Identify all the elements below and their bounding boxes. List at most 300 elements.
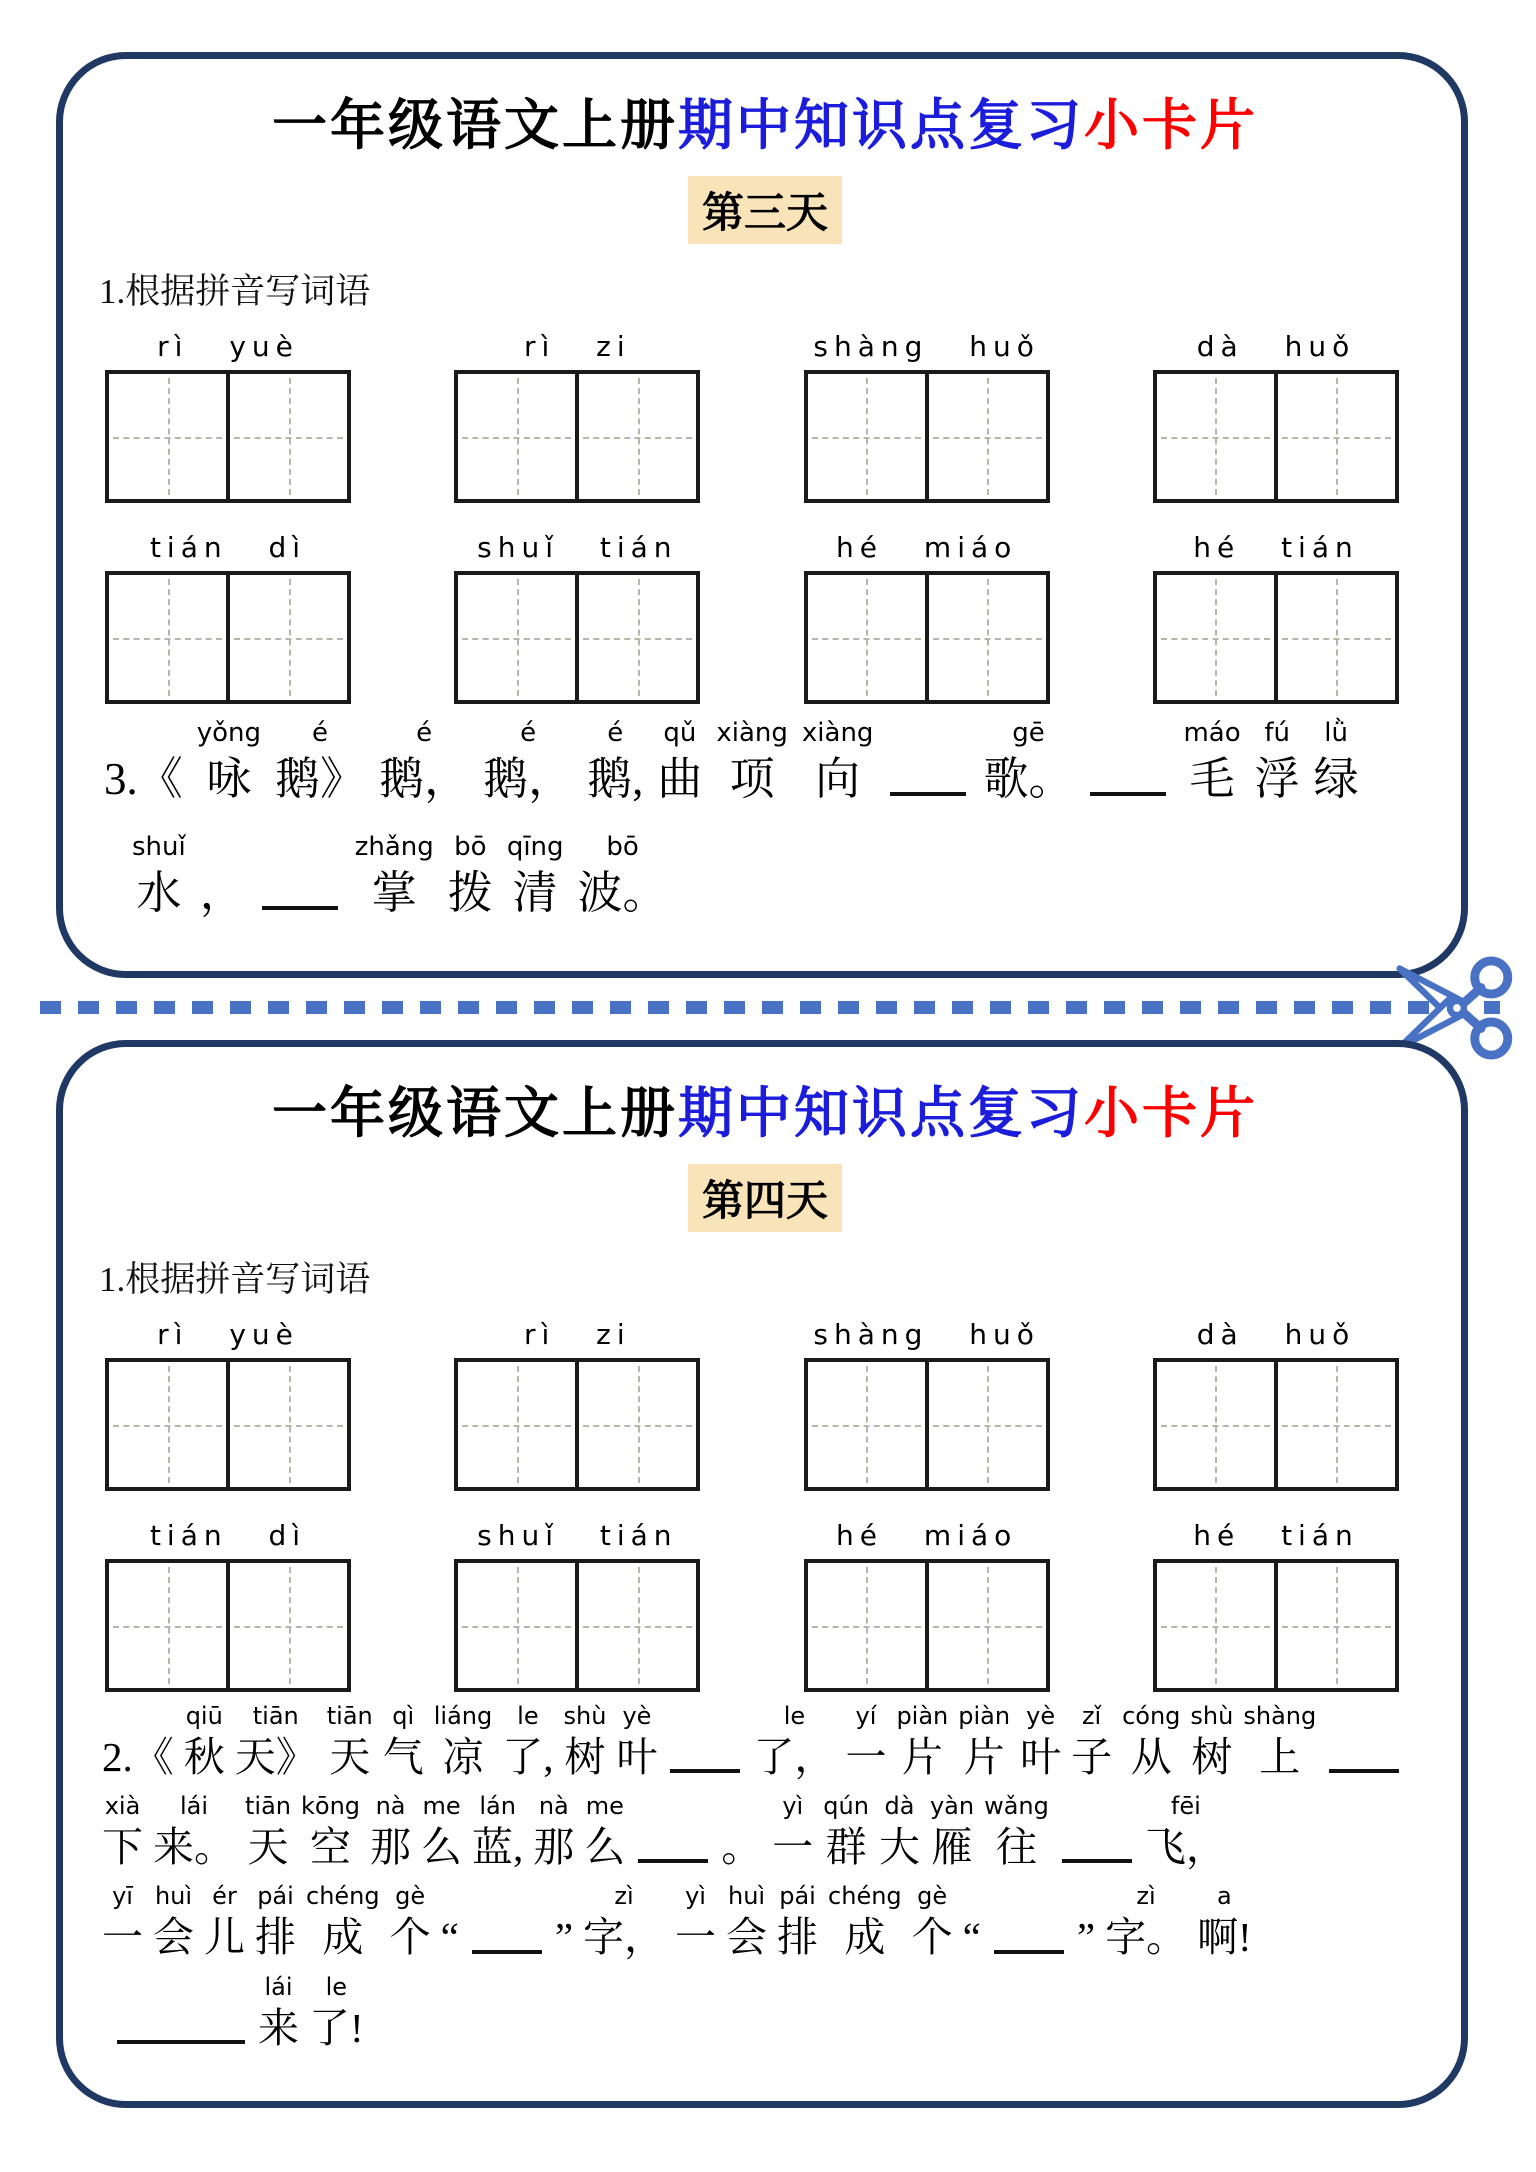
pinyin-annotation: yí — [855, 1702, 877, 1730]
pinyin-annotation: yì — [685, 1882, 706, 1911]
ruby-segment — [309, 1973, 364, 2053]
pinyin-annotation: a — [1217, 1882, 1232, 1911]
writing-box-pair — [105, 370, 351, 503]
word-group — [1153, 330, 1399, 503]
card-title — [97, 81, 1433, 160]
ruby-segment — [1105, 1882, 1187, 1962]
writing-cell — [226, 370, 351, 503]
cut-dashed-line — [40, 1001, 1500, 1014]
ruby-segment — [153, 1792, 235, 1872]
pinyin-annotation: gè — [395, 1882, 426, 1911]
hanzi-text: 排 — [777, 1914, 819, 1961]
pinyin-annotation: yǒng — [196, 718, 262, 748]
writing-cell — [226, 1559, 351, 1692]
hanzi-text: 一 — [102, 1914, 143, 1961]
hanzi-text: 那 — [370, 1824, 412, 1871]
section1-label: 1.根据拼音写词语 — [99, 272, 371, 311]
pinyin-annotation: le — [517, 1702, 539, 1730]
pinyin-annotation: zhǎng — [354, 832, 434, 862]
pinyin-annotation: dà — [884, 1792, 915, 1821]
writing-cell — [575, 370, 700, 503]
hanzi-text: 凉 — [442, 1734, 484, 1780]
pinyin-annotation: lǜ — [1324, 718, 1348, 748]
hanzi-text: 鹅， — [483, 754, 574, 804]
ruby-segment — [383, 1702, 424, 1782]
pinyin-annotation: wǎng — [984, 1792, 1049, 1821]
card-title — [97, 1069, 1433, 1148]
ruby-segment — [327, 1702, 373, 1782]
hanzi-text: 3.《 — [104, 754, 183, 804]
pinyin-annotation: nà — [375, 1792, 406, 1821]
pinyin-annotation: yī — [112, 1882, 133, 1911]
hanzi-text: 往 — [995, 1824, 1037, 1871]
hanzi-text: 了， — [753, 1734, 836, 1780]
writing-box-pair — [804, 1559, 1050, 1692]
pinyin-annotation: fēi — [1170, 1792, 1201, 1821]
pinyin-annotation: yàn — [929, 1792, 975, 1821]
pinyin-annotation: máo — [1183, 718, 1241, 748]
hanzi-text: 下 — [102, 1824, 143, 1871]
pinyin-annotation: lái — [179, 1792, 209, 1821]
hanzi-text: 浮 — [1254, 754, 1300, 804]
writing-cell — [1153, 1559, 1278, 1692]
fill-blank-line — [97, 1792, 1433, 1872]
word-group — [454, 1318, 700, 1491]
pinyin-annotation: lái — [264, 1972, 293, 2001]
hanzi-text: 气 — [382, 1734, 424, 1780]
writing-cell — [575, 1358, 700, 1491]
writing-cell — [454, 1559, 579, 1692]
pinyin-annotation: bō — [606, 832, 639, 862]
word-group — [454, 1519, 700, 1692]
hanzi-text: 天》 — [234, 1734, 317, 1780]
hanzi-text: 上 — [1259, 1734, 1301, 1780]
writing-box-pair — [454, 370, 700, 503]
hanzi-text: “ — [440, 1914, 459, 1961]
hanzi-text: 子 — [1071, 1734, 1113, 1780]
pinyin-annotation: xiàng — [801, 718, 874, 748]
writing-cell — [226, 1358, 351, 1491]
hanzi-text: ” — [1076, 1914, 1096, 1961]
writing-cell — [454, 370, 579, 503]
pinyin-word-row — [97, 330, 1433, 503]
ruby-segment — [963, 1882, 981, 1962]
blank-line — [262, 898, 338, 910]
ruby-segment — [1071, 1702, 1112, 1782]
pinyin-annotation: qiū — [185, 1702, 223, 1730]
hanzi-text: 排 — [255, 1914, 296, 1961]
writing-cell — [1153, 1358, 1278, 1491]
hanzi-text: 会 — [153, 1914, 194, 1961]
hanzi-text: 毛 — [1189, 754, 1235, 804]
pinyin-annotation: shù — [1190, 1702, 1234, 1730]
word-group — [1153, 1519, 1399, 1692]
word-group — [804, 1519, 1050, 1692]
pinyin-label: shuǐ tián — [477, 1519, 678, 1552]
pinyin-annotation: le — [325, 1972, 348, 2001]
hanzi-text: 从 — [1130, 1734, 1172, 1780]
writing-cell — [925, 1559, 1050, 1692]
hanzi-text: ” — [554, 1914, 574, 1961]
blank-line — [1329, 1761, 1399, 1773]
pinyin-annotation: bō — [454, 832, 487, 862]
ruby-segment — [502, 1702, 553, 1782]
word-group — [454, 330, 700, 503]
writing-cell — [804, 370, 929, 503]
ruby-segment — [578, 832, 668, 920]
ruby-segment — [507, 832, 564, 920]
pinyin-label: shuǐ tián — [477, 531, 678, 564]
ruby-segment — [896, 1702, 948, 1782]
ruby-segment — [421, 1792, 462, 1872]
ruby-segment — [483, 718, 573, 806]
pinyin-label: hé miáo — [836, 1519, 1018, 1552]
ruby-segment — [448, 832, 493, 920]
ruby-segment — [587, 718, 643, 806]
review-card-day3 — [56, 52, 1468, 978]
pinyin-annotation: yì — [782, 1792, 804, 1821]
pinyin-annotation: pái — [779, 1882, 816, 1911]
hanzi-text: 鹅, — [587, 754, 644, 804]
writing-box-pair — [804, 571, 1050, 704]
hanzi-text: 树 — [1191, 1734, 1233, 1780]
writing-cell — [804, 571, 929, 704]
fill-blank-line — [97, 1882, 1433, 1962]
hanzi-text: 个 — [911, 1914, 953, 1961]
pinyin-annotation: xià — [104, 1792, 141, 1821]
writing-box-pair — [1153, 1559, 1399, 1692]
hanzi-text: 咏 — [206, 754, 252, 804]
pinyin-annotation: qún — [823, 1792, 869, 1821]
title-card-part: 小卡片 — [1084, 1083, 1259, 1144]
fill-blank-line — [97, 1702, 1433, 1782]
ruby-segment — [1122, 1702, 1180, 1782]
fill-blank-line — [97, 718, 1433, 806]
ruby-segment — [355, 832, 434, 920]
pinyin-annotation: me — [422, 1792, 461, 1821]
pinyin-annotation: le — [783, 1702, 806, 1730]
pinyin-annotation: chéng — [306, 1882, 380, 1911]
ruby-segment — [102, 1792, 143, 1872]
ruby-segment — [390, 1882, 431, 1962]
writing-cell — [105, 1358, 230, 1491]
ruby-segment — [1145, 1792, 1227, 1872]
ruby-segment — [1020, 1702, 1061, 1782]
pinyin-annotation: zì — [614, 1882, 634, 1911]
section1-label: 1.根据拼音写词语 — [99, 1260, 371, 1299]
ruby-segment — [441, 1882, 459, 1962]
ruby-segment — [379, 718, 469, 806]
pinyin-word-row — [97, 531, 1433, 704]
pinyin-annotation: é — [520, 718, 537, 748]
ruby-segment — [102, 1882, 143, 1962]
ruby-segment — [301, 1792, 360, 1872]
ruby-segment — [716, 718, 788, 806]
writing-cell — [105, 571, 230, 704]
hanzi-text: 来 — [258, 2004, 299, 2051]
ruby-segment — [104, 718, 183, 806]
hanzi-text: 鹅》 — [275, 754, 366, 804]
ruby-segment — [984, 1792, 1049, 1872]
writing-cell — [1153, 571, 1278, 704]
word-group — [1153, 1318, 1399, 1491]
hanzi-text: 儿 — [204, 1914, 245, 1961]
pinyin-annotation: kōng — [301, 1792, 361, 1821]
pinyin-annotation: pái — [257, 1882, 294, 1911]
hanzi-text: 飞， — [1144, 1824, 1227, 1871]
pinyin-annotation: yè — [1026, 1702, 1056, 1730]
ruby-segment — [184, 1702, 225, 1782]
hanzi-text: 叶 — [1020, 1734, 1062, 1780]
pinyin-annotation: zǐ — [1081, 1702, 1102, 1730]
pinyin-label: dà huǒ — [1196, 330, 1356, 363]
word-group — [105, 1318, 351, 1491]
fill-blank-line — [97, 832, 1433, 920]
pinyin-annotation: piàn — [958, 1702, 1011, 1730]
day-badge: 第三天 — [688, 176, 842, 244]
writing-box-pair — [454, 1559, 700, 1692]
ruby-segment — [306, 1882, 380, 1962]
pinyin-annotation: qīng — [506, 832, 564, 862]
pinyin-annotation: huì — [727, 1882, 766, 1911]
hanzi-text: 清 — [512, 868, 558, 918]
pinyin-label: tián dì — [149, 1519, 307, 1552]
hanzi-text: 片 — [963, 1734, 1005, 1780]
pinyin-annotation: me — [585, 1792, 624, 1821]
hanzi-text: 项 — [729, 754, 775, 804]
hanzi-text: 成 — [322, 1914, 364, 1961]
ruby-segment — [616, 1702, 657, 1782]
title-grade-part: 一年级语文上册 — [271, 1083, 678, 1144]
hanzi-text: 字， — [583, 1914, 666, 1961]
ruby-segment — [1255, 718, 1300, 806]
ruby-segment — [879, 1792, 920, 1872]
pinyin-annotation: chéng — [828, 1882, 902, 1911]
word-group — [105, 330, 351, 503]
ruby-segment — [153, 1882, 194, 1962]
blank-line — [670, 1761, 740, 1773]
word-group — [454, 531, 700, 704]
hanzi-text: 个 — [389, 1914, 431, 1961]
blank-line — [638, 1851, 708, 1863]
word-group — [105, 1519, 351, 1692]
blank-line — [1062, 1851, 1132, 1863]
writing-cell — [925, 1358, 1050, 1491]
hanzi-text: 蓝, — [472, 1824, 524, 1871]
pinyin-annotation: gē — [1012, 718, 1045, 748]
word-group — [804, 531, 1050, 704]
pinyin-label: hé tián — [1193, 1519, 1359, 1552]
ruby-segment — [102, 1702, 174, 1782]
blank-line — [890, 784, 966, 796]
hanzi-text: 曲 — [657, 754, 703, 804]
pinyin-annotation: qǔ — [663, 718, 697, 748]
day-badge: 第四天 — [688, 1164, 842, 1232]
hanzi-text: 绿 — [1313, 754, 1359, 804]
ruby-segment — [802, 718, 874, 806]
pinyin-annotation: lán — [479, 1792, 516, 1821]
pinyin-label: hé tián — [1193, 531, 1359, 564]
pinyin-annotation: tiān — [326, 1702, 373, 1730]
ruby-segment — [245, 1792, 291, 1872]
ruby-segment — [370, 1792, 411, 1872]
hanzi-text: 么 — [584, 1824, 626, 1871]
pinyin-annotation: liáng — [433, 1702, 493, 1730]
pinyin-annotation: xiàng — [716, 718, 788, 748]
hanzi-text: 天 — [247, 1824, 289, 1871]
fill-blank-line — [97, 1973, 1433, 2053]
hanzi-text: 会 — [726, 1914, 768, 1961]
ruby-segment — [434, 1702, 493, 1782]
writing-cell — [575, 1559, 700, 1692]
ruby-segment — [583, 1882, 665, 1962]
ruby-segment — [197, 718, 261, 806]
ruby-segment — [533, 1792, 574, 1872]
writing-box-pair — [105, 1358, 351, 1491]
blank-line — [117, 2032, 245, 2044]
writing-box-pair — [105, 571, 351, 704]
blank-line — [1090, 784, 1166, 796]
writing-cell — [1274, 1559, 1399, 1692]
pinyin-label: hé miáo — [836, 531, 1018, 564]
hanzi-text: 那 — [533, 1824, 575, 1871]
writing-cell — [804, 1358, 929, 1491]
pinyin-label: rì zi — [523, 330, 631, 363]
writing-box-pair — [1153, 571, 1399, 704]
pinyin-annotation: huì — [154, 1882, 193, 1911]
writing-cell — [226, 571, 351, 704]
title-topic-part: 期中知识点复习 — [677, 1083, 1084, 1144]
hanzi-text: 字。 — [1105, 1914, 1188, 1961]
ruby-segment — [930, 1792, 974, 1872]
writing-box-pair — [454, 571, 700, 704]
hanzi-text: 鹅， — [379, 754, 470, 804]
ruby-segment — [1243, 1702, 1316, 1782]
writing-cell — [454, 571, 579, 704]
ruby-segment — [675, 1882, 716, 1962]
title-grade-part: 一年级语文上册 — [271, 95, 678, 156]
ruby-segment — [828, 1882, 902, 1962]
ruby-segment — [772, 1792, 813, 1872]
ruby-segment — [1190, 1702, 1233, 1782]
ruby-segment — [726, 1882, 767, 1962]
writing-cell — [1153, 370, 1278, 503]
pinyin-label: shàng huǒ — [813, 330, 1040, 363]
writing-cell — [804, 1559, 929, 1692]
title-topic-part: 期中知识点复习 — [677, 95, 1084, 156]
ruby-segment — [204, 1882, 245, 1962]
hanzi-text: 片 — [901, 1734, 943, 1780]
hanzi-text: 一 — [772, 1824, 814, 1871]
writing-box-pair — [1153, 1358, 1399, 1491]
hanzi-text: 了! — [309, 2004, 364, 2051]
hanzi-text: 空 — [310, 1824, 352, 1871]
ruby-segment — [235, 1702, 317, 1782]
pinyin-annotation: yè — [622, 1702, 652, 1730]
hanzi-text: ， — [199, 868, 245, 918]
pinyin-label: tián dì — [149, 531, 307, 564]
ruby-segment — [1077, 1882, 1095, 1962]
pinyin-annotation: gè — [917, 1882, 948, 1911]
word-group — [105, 531, 351, 704]
writing-cell — [1274, 571, 1399, 704]
hanzi-text: 水 — [136, 868, 182, 918]
pinyin-word-row — [97, 1519, 1433, 1692]
hanzi-text: 秋 — [183, 1734, 225, 1780]
pinyin-annotation: shuǐ — [132, 832, 186, 862]
ruby-segment — [584, 1792, 625, 1872]
pinyin-annotation: shàng — [1243, 1702, 1317, 1730]
pinyin-annotation: tiān — [252, 1702, 299, 1730]
word-group — [804, 330, 1050, 503]
writing-box-pair — [804, 1358, 1050, 1491]
hanzi-text: 向 — [815, 754, 861, 804]
hanzi-text: 了, — [502, 1734, 554, 1780]
blank-line — [472, 1942, 542, 1954]
pinyin-label: shàng huǒ — [813, 1318, 1040, 1351]
pinyin-annotation: tiān — [245, 1792, 291, 1821]
ruby-segment — [845, 1702, 886, 1782]
pinyin-annotation: cóng — [1122, 1702, 1181, 1730]
hanzi-text: 树 — [564, 1734, 606, 1780]
writing-cell — [1274, 370, 1399, 503]
hanzi-text: 么 — [421, 1824, 463, 1871]
hanzi-text: 波。 — [577, 868, 668, 918]
day-badge-wrap — [97, 1164, 1433, 1232]
ruby-segment — [555, 1882, 573, 1962]
pinyin-label: dà huǒ — [1196, 1318, 1356, 1351]
ruby-segment — [983, 718, 1073, 806]
hanzi-text: 大 — [878, 1824, 920, 1871]
writing-cell — [575, 571, 700, 704]
pinyin-annotation: é — [312, 718, 329, 748]
pinyin-word-row — [97, 1318, 1433, 1491]
ruby-segment — [912, 1882, 953, 1962]
ruby-segment — [275, 718, 365, 806]
ruby-segment — [255, 1882, 296, 1962]
hanzi-text: 天 — [329, 1734, 371, 1780]
hanzi-text: 拨 — [447, 868, 493, 918]
hanzi-text: 啊! — [1197, 1914, 1252, 1961]
hanzi-text: “ — [962, 1914, 981, 1961]
pinyin-annotation: zì — [1136, 1882, 1156, 1911]
ruby-segment — [721, 1792, 762, 1872]
word-group — [1153, 531, 1399, 704]
hanzi-text: 。 — [721, 1824, 763, 1871]
pinyin-annotation: ér — [212, 1882, 237, 1911]
writing-cell — [454, 1358, 579, 1491]
hanzi-text: 来。 — [153, 1824, 235, 1871]
pinyin-annotation: fú — [1264, 718, 1290, 748]
pinyin-annotation: é — [607, 718, 624, 748]
blank-line — [994, 1942, 1064, 1954]
ruby-segment — [777, 1882, 818, 1962]
hanzi-text: 成 — [844, 1914, 886, 1961]
day-badge-wrap — [97, 176, 1433, 244]
hanzi-text: 2.《 — [102, 1734, 174, 1780]
pinyin-label: rì yuè — [157, 1318, 299, 1351]
hanzi-text: 一 — [845, 1734, 887, 1780]
writing-box-pair — [804, 370, 1050, 503]
hanzi-text: 叶 — [616, 1734, 658, 1780]
pinyin-label: rì yuè — [157, 330, 299, 363]
pinyin-annotation: nà — [538, 1792, 569, 1821]
hanzi-text: 群 — [825, 1824, 867, 1871]
ruby-segment — [958, 1702, 1010, 1782]
hanzi-text: 一 — [675, 1914, 717, 1961]
ruby-segment — [823, 1792, 869, 1872]
ruby-segment — [753, 1702, 835, 1782]
